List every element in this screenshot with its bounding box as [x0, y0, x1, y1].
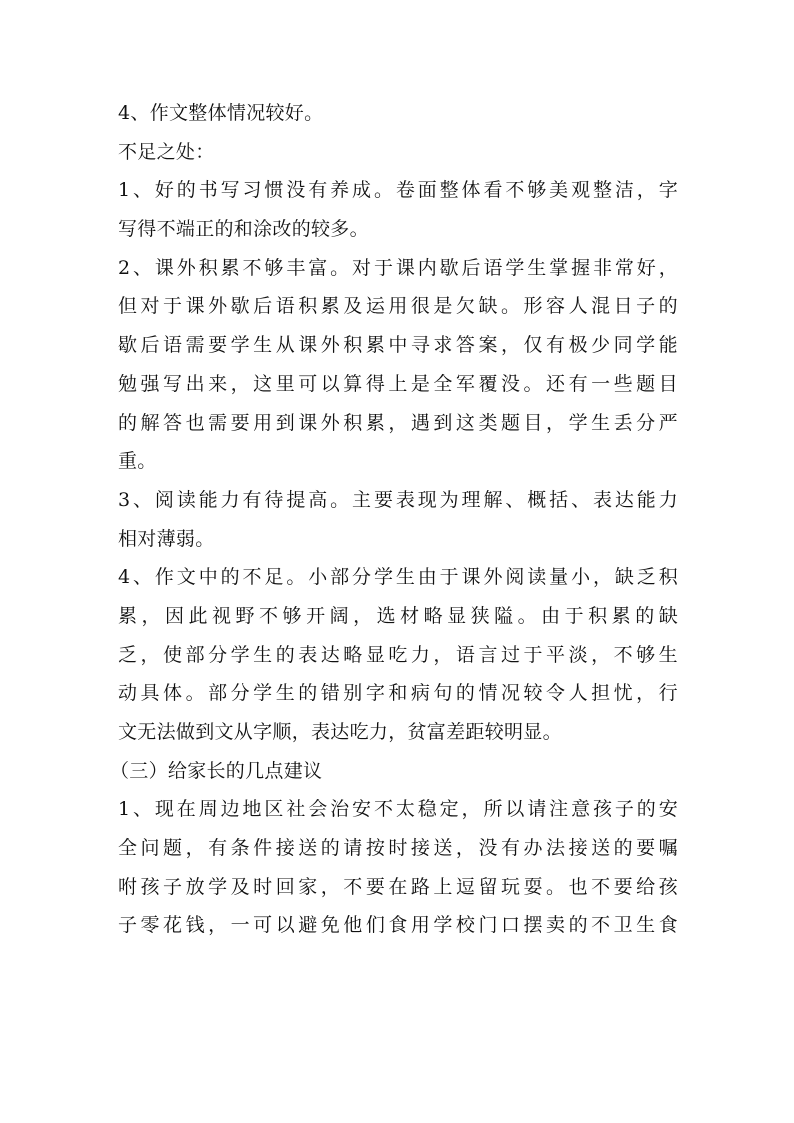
text-line: 1、现在周边地区社会治安不太稳定，所以请注意孩子的安 [118, 798, 678, 821]
text-line: 勉强写出来，这里可以算得上是全军覆没。还有一些题目 [118, 372, 678, 395]
text-line: 的解答也需要用到课外积累，遇到这类题目，学生丢分严 [118, 411, 678, 434]
text-line: 写得不端正的和涂改的较多。 [118, 218, 369, 241]
text-line: 4、作文整体情况较好。 [118, 102, 324, 124]
text-line: 全问题，有条件接送的请按时接送，没有办法接送的要嘱 [118, 837, 678, 860]
text-line: 但对于课外歇后语积累及运用很是欠缺。形容人混日子的 [118, 295, 678, 318]
text-line: 乏，使部分学生的表达略显吃力，语言过于平淡，不够生 [118, 643, 678, 666]
section-heading: （三）给家长的几点建议 [110, 759, 323, 782]
text-line: 动具体。部分学生的错别字和病句的情况较令人担忧，行 [118, 682, 678, 705]
text-line: 文无法做到文从字顺，表达吃力，贫富差距较明显。 [118, 721, 562, 743]
text-line: 不足之处： [118, 140, 215, 163]
text-line: 3、阅读能力有待提高。主要表现为理解、概括、表达能力 [118, 488, 678, 511]
text-line: 4、作文中的不足。小部分学生由于课外阅读量小，缺乏积 [118, 566, 678, 589]
text-line: 咐孩子放学及时回家，不要在路上逗留玩耍。也不要给孩 [118, 875, 678, 898]
text-line: 2、课外积累不够丰富。对于课内歇后语学生掌握非常好， [118, 256, 678, 279]
document-page [110, 94, 678, 945]
text-line: 子零花钱，一可以避免他们食用学校门口摆卖的不卫生食 [118, 914, 678, 937]
text-line: 重。 [118, 450, 157, 473]
text-line: 累，因此视野不够开阔，选材略显狭隘。由于积累的缺 [118, 604, 678, 627]
text-line: 相对薄弱。 [118, 527, 215, 550]
text-line: 歇后语需要学生从课外积累中寻求答案，仅有极少同学能 [118, 334, 678, 357]
text-line: 1、好的书写习惯没有养成。卷面整体看不够美观整洁，字 [118, 179, 678, 202]
